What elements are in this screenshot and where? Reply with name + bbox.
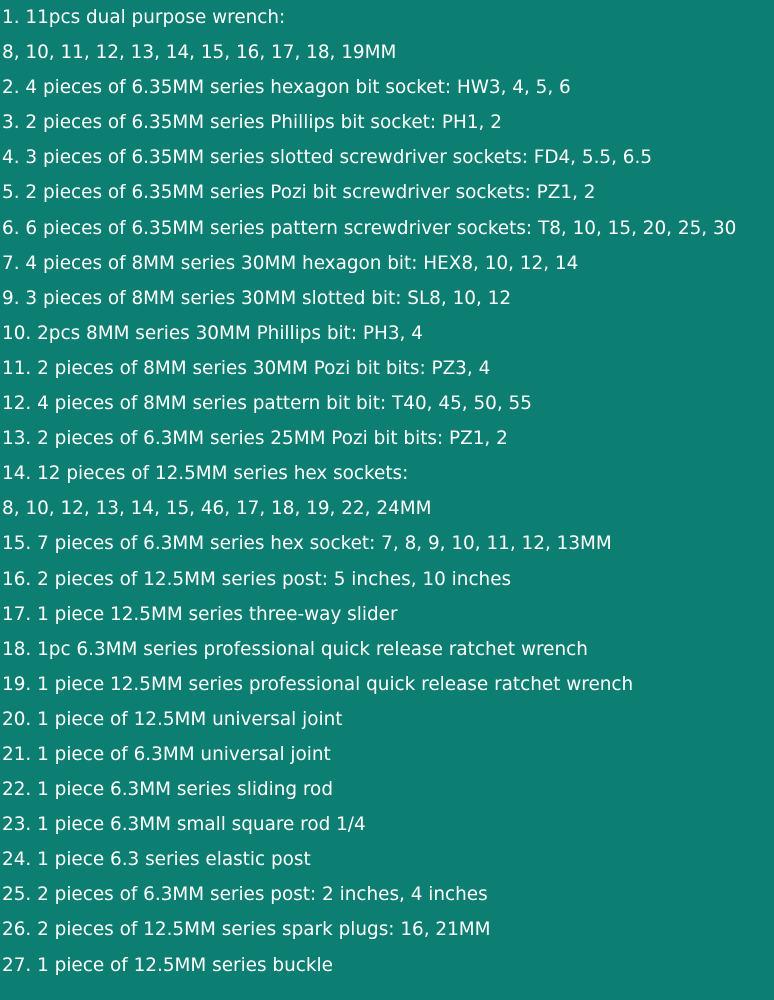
list-line-item-17: 17. 1 piece 12.5MM series three-way slider (2, 603, 398, 625)
list-line-item-9: 9. 3 pieces of 8MM series 30MM slotted bit: SL8, 10, 12 (2, 287, 512, 309)
list-line-item-14-title: 14. 12 pieces of 12.5MM series hex sockets: (2, 463, 409, 485)
list-line-item-20: 20. 1 piece of 12.5MM universal joint (2, 708, 343, 730)
list-line-item-14-sizes: 8, 10, 12, 13, 14, 15, 46, 17, 18, 19, 22, 24MM (2, 498, 432, 520)
list-line-item-23: 23. 1 piece 6.3MM small square rod 1/4 (2, 814, 366, 836)
list-line-item-2: 2. 4 pieces of 6.35MM series hexagon bit socket: HW3, 4, 5, 6 (2, 77, 571, 99)
list-line-item-10: 10. 2pcs 8MM series 30MM Phillips bit: PH3, 4 (2, 322, 423, 344)
list-line-item-11: 11. 2 pieces of 8MM series 30MM Pozi bit bits: PZ3, 4 (2, 357, 491, 379)
list-line-item-15: 15. 7 pieces of 6.3MM series hex socket: 7, 8, 9, 10, 11, 12, 13MM (2, 533, 612, 555)
list-line-item-6: 6. 6 pieces of 6.35MM series pattern screwdriver sockets: T8, 10, 15, 20, 25, 30 (2, 217, 737, 239)
list-line-item-27: 27. 1 piece of 12.5MM series buckle (2, 954, 333, 976)
list-line-item-3: 3. 2 pieces of 6.35MM series Phillips bit socket: PH1, 2 (2, 112, 502, 134)
list-line-item-25: 25. 2 pieces of 6.3MM series post: 2 inches, 4 inches (2, 884, 488, 906)
list-line-item-1-title: 1. 11pcs dual purpose wrench: (2, 7, 286, 28)
list-line-item-21: 21. 1 piece of 6.3MM universal joint (2, 743, 331, 765)
list-line-item-22: 22. 1 piece 6.3MM series sliding rod (2, 779, 333, 801)
list-line-item-16: 16. 2 pieces of 12.5MM series post: 5 inches, 10 inches (2, 568, 512, 590)
list-line-item-4: 4. 3 pieces of 6.35MM series slotted screwdriver sockets: FD4, 5.5, 6.5 (2, 147, 653, 169)
list-line-item-12: 12. 4 pieces of 8MM series pattern bit bit: T40, 45, 50, 55 (2, 393, 532, 415)
list-line-item-26: 26. 2 pieces of 12.5MM series spark plugs: 16, 21MM (2, 919, 491, 941)
list-line-item-24: 24. 1 piece 6.3 series elastic post (2, 849, 311, 871)
list-line-item-5: 5. 2 pieces of 6.35MM series Pozi bit screwdriver sockets: PZ1, 2 (2, 182, 596, 204)
list-line-item-7: 7. 4 pieces of 8MM series 30MM hexagon bit: HEX8, 10, 12, 14 (2, 252, 579, 274)
list-line-item-18: 18. 1pc 6.3MM series professional quick release ratchet wrench (2, 638, 588, 660)
list-line-item-19: 19. 1 piece 12.5MM series professional quick release ratchet wrench (2, 673, 634, 695)
list-line-item-13: 13. 2 pieces of 6.3MM series 25MM Pozi bit bits: PZ1, 2 (2, 428, 508, 450)
list-line-item-1-sizes: 8, 10, 11, 12, 13, 14, 15, 16, 17, 18, 19MM (2, 42, 397, 64)
